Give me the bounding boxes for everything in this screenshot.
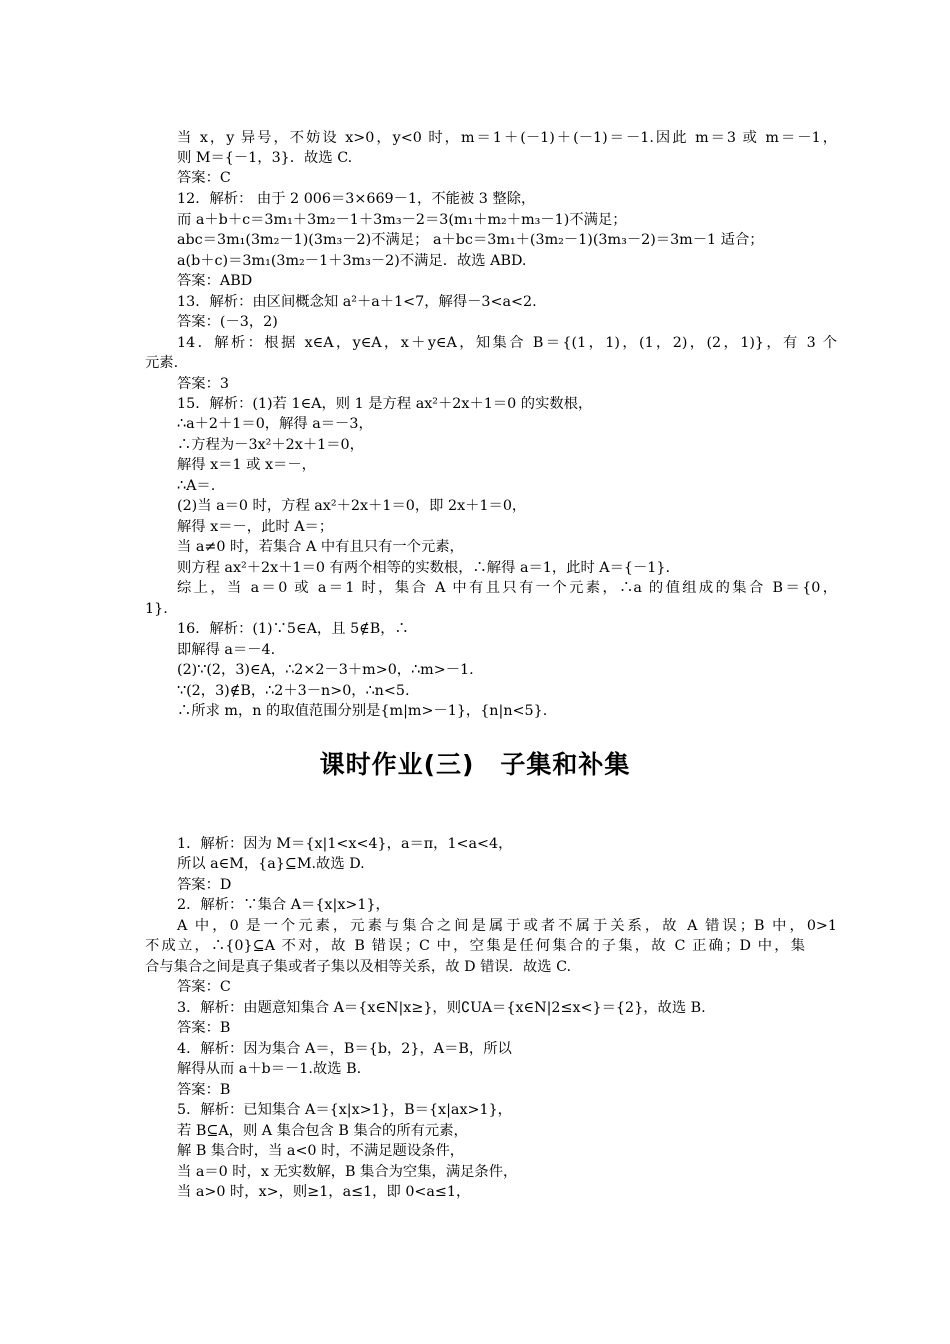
text-line: (2)当 a＝0 时，方程 ax²＋2x＋1＝0，即 2x＋1＝0， — [177, 498, 527, 514]
text-line: 则 M＝{－1，3}．故选 C. — [177, 150, 353, 166]
text-line: 当 a>0 时，x>，则≥1，a≤1，即 0<a≤1， — [177, 1184, 471, 1200]
text-line: abc＝3m₁(3m₂－1)(3m₃－2)不满足； a＋bc＝3m₁＋(3m₂－1)(3m₃－2)＝3m－1 适合； — [177, 232, 764, 248]
section-title: 课时作业(三) 子集和补集 — [319, 750, 631, 779]
solution-line: 12．解析： 由于 2 006＝3×669－1，不能被 3 整除， — [177, 191, 536, 207]
text-line: (2)∵(2，3)∈A，∴2×2－3＋m>0，∴m>－1. — [177, 662, 474, 678]
text-line: 当 a≠0 时，若集合 A 中有且只有一个元素， — [177, 539, 464, 555]
answer-line: 答案：B — [177, 1082, 231, 1098]
text-line: a(b＋c)＝3m₁(3m₂－1＋3m₃－2)不满足．故选 ABD. — [177, 253, 527, 269]
answer-line: 答案：C — [177, 979, 231, 995]
text-line: 解得 x＝1 或 x＝－， — [177, 457, 316, 473]
text-line: ∴方程为－3x²＋2x＋1＝0， — [177, 437, 364, 453]
text-line: ∴A＝. — [177, 478, 216, 494]
solution-line: 14．解析：根据 x∈A，y∈A，x＋y∈A，知集合 B＝{(1，1)，(1，2)，(2，1)}，有 3 个 — [177, 335, 837, 351]
text-line: 合与集合之间是真子集或者子集以及相等关系，故 D 错误．故选 C. — [145, 959, 572, 975]
text-line: ∵(2，3)∉B，∴2＋3－n>0，∴n<5. — [177, 683, 410, 699]
text-line: A 中，0 是一个元素，元素与集合之间是属于或者不属于关系，故 A 错误；B 中，0>1 — [177, 918, 837, 934]
answer-line: 答案：C — [177, 170, 231, 186]
solution-line: 4．解析：因为集合 A＝，B＝{b，2}，A＝B，所以 — [177, 1041, 512, 1057]
solution-line: 3．解析：由题意知集合 A＝{x∈N|x≥}，则∁UA＝{x∈N|2≤x<}＝{2}，故选 B. — [177, 1000, 706, 1016]
text-line: 解 B 集合时，当 a<0 时，不满足题设条件， — [177, 1143, 465, 1159]
text-line: 所以 a∈M，{a}⊆M.故选 D. — [177, 856, 365, 872]
text-line: 若 B⊆A，则 A 集合包含 B 集合的所有元素， — [177, 1123, 468, 1139]
text-line: 不成立，∴{0}⊆A 不对，故 B 错误；C 中，空集是任何集合的子集，故 C 正确；D 中，集 — [145, 938, 805, 954]
solution-line: 5．解析：已知集合 A＝{x|x>1}，B＝{x|ax>1}， — [177, 1102, 512, 1118]
text-line: 元素. — [145, 355, 179, 371]
text-line: ∴a＋2＋1＝0，解得 a＝－3， — [177, 416, 373, 432]
text-line: 当 x，y 异号，不妨设 x>0，y<0 时，m＝1＋(－1)＋(－1)＝－1.因此 m＝3 或 m＝－1， — [177, 130, 837, 146]
answer-line: 答案：3 — [177, 376, 229, 392]
text-line: 则方程 ax²＋2x＋1＝0 有两个相等的实数根，∴解得 a＝1，此时 A＝{－1}. — [177, 560, 671, 576]
answer-line: 答案：(－3，2) — [177, 314, 278, 330]
answer-line: 答案：D — [177, 877, 232, 893]
answer-line: 答案：B — [177, 1020, 231, 1036]
solution-line: 15．解析：(1)若 1∈A，则 1 是方程 ax²＋2x＋1＝0 的实数根， — [177, 396, 593, 412]
text-line: 解得 x＝－，此时 A＝； — [177, 519, 334, 535]
text-line: 即解得 a＝－4. — [177, 642, 276, 658]
solution-line: 1．解析：因为 M＝{x|1<x<4}，a＝π，1<a<4， — [177, 836, 513, 852]
text-line: 而 a＋b＋c＝3m₁＋3m₂－1＋3m₃－2＝3(m₁＋m₂＋m₃－1)不满足； — [177, 212, 627, 228]
text-line: ∴所求 m，n 的取值范围分别是{m|m>－1}，{n|n<5}. — [177, 703, 548, 719]
answer-line: 答案：ABD — [177, 273, 253, 289]
text-line: 1}. — [145, 601, 168, 617]
solution-line: 16．解析：(1)∵5∈A，且 5∉B，∴ — [177, 621, 409, 637]
solution-line: 2．解析：∵集合 A＝{x|x>1}， — [177, 897, 390, 913]
solution-line: 13．解析：由区间概念知 a²＋a＋1<7，解得－3<a<2. — [177, 294, 537, 310]
text-line: 解得从而 a＋b＝－1.故选 B. — [177, 1061, 362, 1077]
text-line: 综上，当 a＝0 或 a＝1 时，集合 A 中有且只有一个元素，∴a 的值组成的集合 B＝{0， — [177, 580, 837, 596]
text-line: 当 a＝0 时，x 无实数解，B 集合为空集，满足条件， — [177, 1164, 518, 1180]
